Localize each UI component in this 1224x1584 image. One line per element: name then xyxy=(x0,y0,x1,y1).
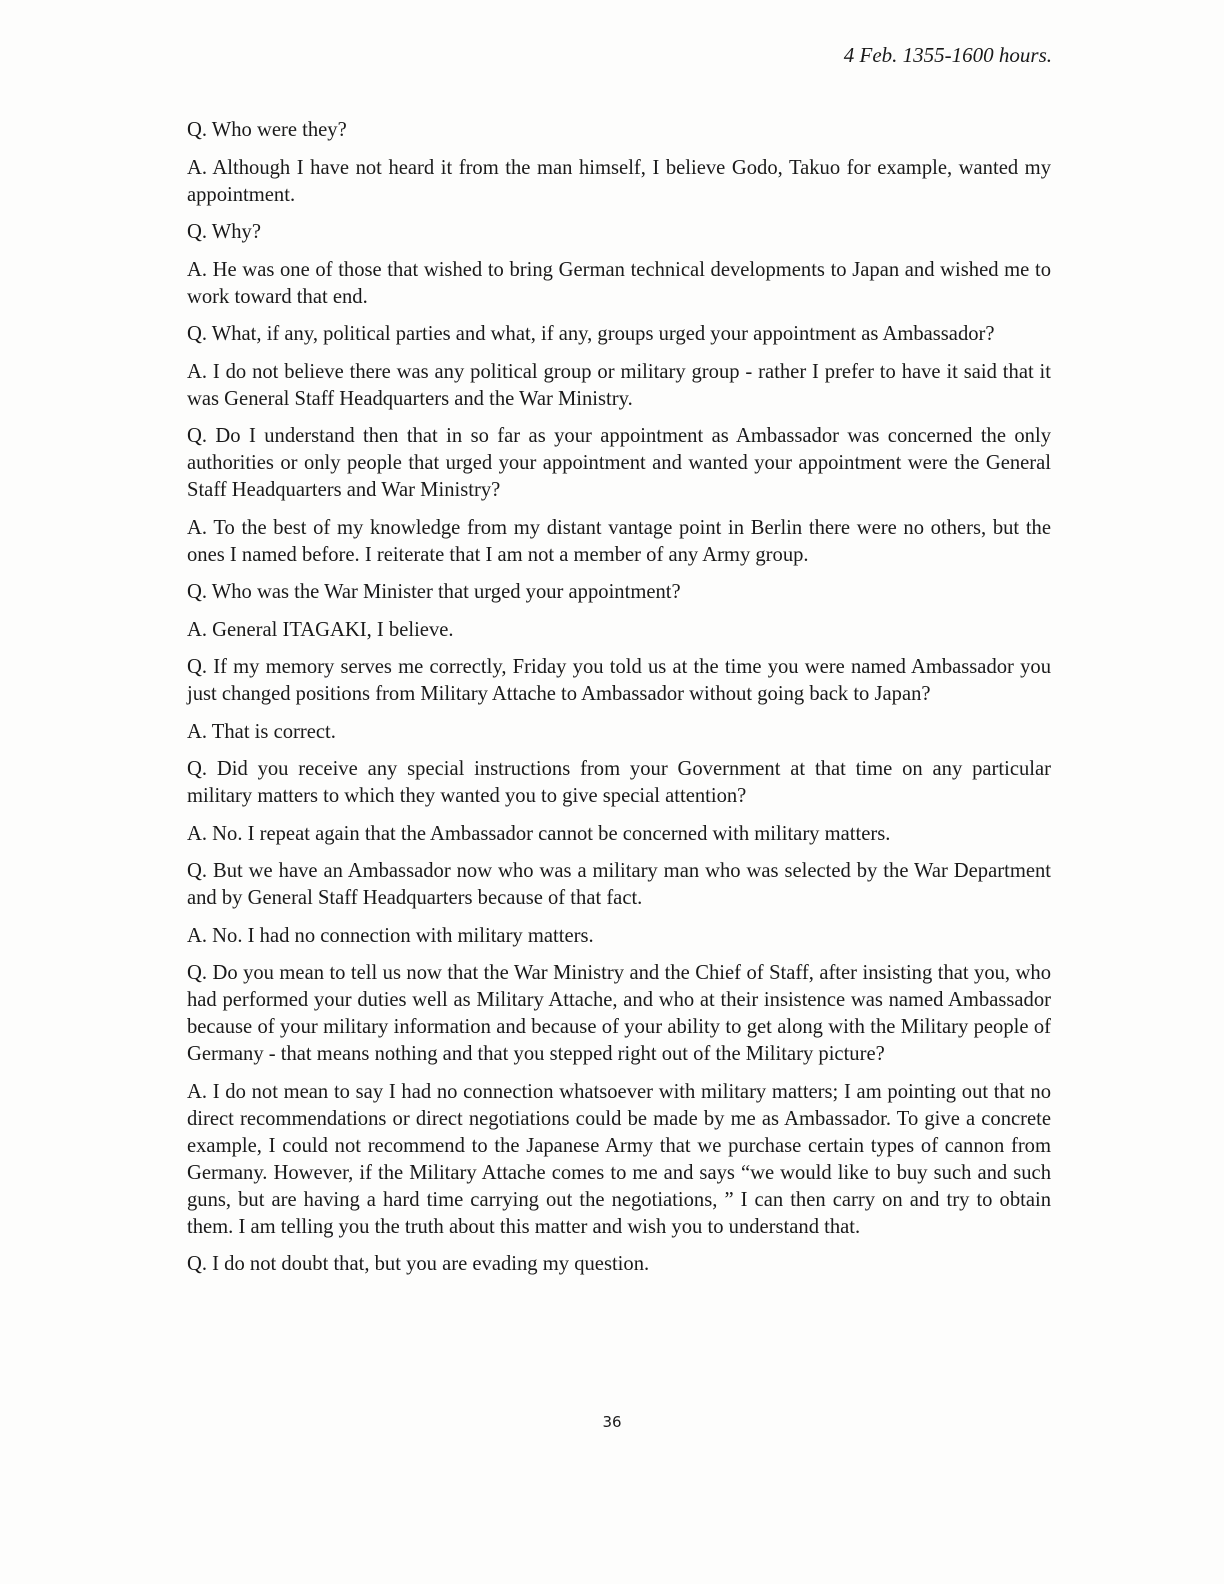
answer-paragraph: A. Although I have not heard it from the man himself, I believe Godo, Takuo for example, wanted my appointment. xyxy=(187,156,1051,206)
question-paragraph: Q. But we have an Ambassador now who was a military man who was selected by the War Department and by General Staff Headquarters because of that fact. xyxy=(187,860,1051,909)
question-paragraph: Q. Do I understand then that in so far as your appointment as Ambassador was concerned the only authorities or only people that urged your appointment and wanted your appointment were the General Staff Headquarters and War Ministry? xyxy=(187,425,1051,501)
answer-paragraph: A. I do not mean to say I had no connection whatsoever with military matters; I am pointing out that no direct recommendations or direct negotiations could be made by me as Ambassador. To give a concrete example, I could not recommend to the Japanese Army that we purchase certain types of cannon from Germany. However, if the Military Attache comes to me and says “we would like to buy such and such guns, but are having a hard time carrying out the negotiations, ” I can then carry on and try to obtain them. I am telling you the truth about this matter and wish you to understand that. xyxy=(187,1080,1051,1238)
question-paragraph: Q. Did you receive any special instructions from your Government at that time on any particular military matters to which they wanted you to give special attention? xyxy=(187,758,1051,807)
session-date-header: 4 Feb. 1355-1600 hours. xyxy=(843,43,1052,67)
question-paragraph: Q. Why? xyxy=(187,221,261,243)
answer-paragraph: A. I do not believe there was any political group or military group - rather I prefer to have it said that it was General Staff Headquarters and the War Ministry. xyxy=(187,360,1051,410)
answer-paragraph: A. To the best of my knowledge from my distant vantage point in Berlin there were no others, but the ones I named before. I reiterate that I am not a member of any Army group. xyxy=(187,516,1051,566)
answer-paragraph: A. No. I repeat again that the Ambassador cannot be concerned with military matters. xyxy=(187,822,891,845)
question-paragraph: Q. If my memory serves me correctly, Friday you told us at the time you were named Ambassador you just changed positions from Military Attache to Ambassador without going back to Japan? xyxy=(187,656,1051,705)
interrogation-transcript xyxy=(187,117,1051,1289)
question-paragraph: Q. Who were they? xyxy=(187,119,347,141)
answer-paragraph: A. No. I had no connection with military matters. xyxy=(187,924,594,947)
question-paragraph: Q. Who was the War Minister that urged your appointment? xyxy=(187,581,681,603)
answer-paragraph: A. That is correct. xyxy=(187,720,336,743)
question-paragraph: Q. Do you mean to tell us now that the War Ministry and the Chief of Staff, after insisting that you, who had performed your duties well as Military Attache, and who at their insistence was named Ambassador because of your military information and because of your ability to get along with the Military people of Germany - that means nothing and that you stepped right out of the Military picture? xyxy=(187,962,1051,1065)
question-paragraph: Q. What, if any, political parties and what, if any, groups urged your appointment as Ambassador? xyxy=(187,323,995,345)
page-number: 36 xyxy=(602,1413,622,1431)
question-paragraph: Q. I do not doubt that, but you are evading my question. xyxy=(187,1253,650,1275)
answer-paragraph: A. He was one of those that wished to bring German technical developments to Japan and wished me to work toward that end. xyxy=(187,258,1051,308)
answer-paragraph: A. General ITAGAKI, I believe. xyxy=(187,618,454,641)
